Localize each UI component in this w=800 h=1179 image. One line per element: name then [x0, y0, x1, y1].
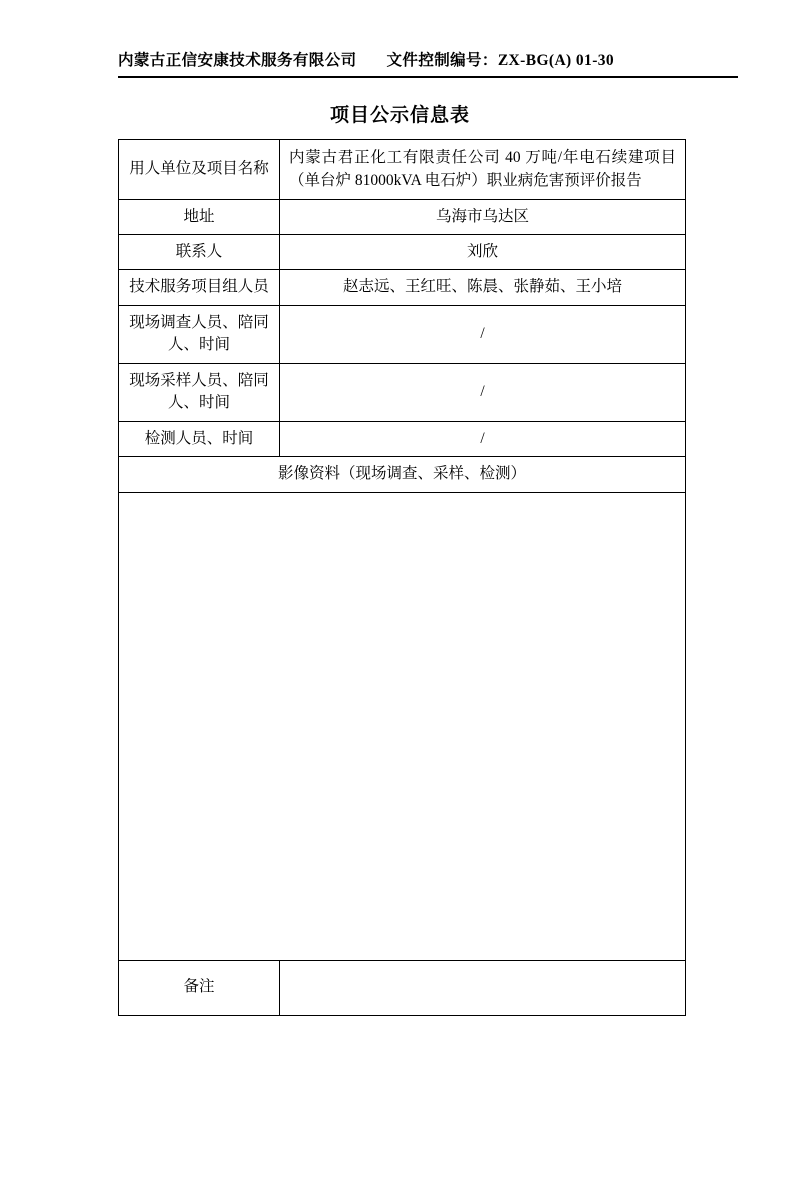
row-value-site-survey: /: [280, 305, 686, 363]
row-label-employer-project: 用人单位及项目名称: [119, 140, 280, 200]
table-row: [119, 140, 686, 200]
row-value-testing: /: [280, 421, 686, 456]
table-row: [119, 363, 686, 421]
table-row: [119, 199, 686, 234]
page-title: 项目公示信息表: [329, 105, 470, 126]
document-header: [118, 48, 738, 78]
row-label-site-sampling: 现场采样人员、陪同人、时间: [119, 363, 280, 421]
row-value-site-sampling: /: [280, 363, 686, 421]
row-label-testing: 检测人员、时间: [119, 421, 280, 456]
media-section-title: 影像资料（现场调查、采样、检测）: [119, 457, 686, 492]
row-label-remark: 备注: [119, 960, 280, 1015]
row-label-contact: 联系人: [119, 234, 280, 269]
document-page: [0, 48, 800, 1179]
row-value-address: 乌海市乌达区: [280, 199, 686, 234]
row-label-address: 地址: [119, 199, 280, 234]
row-label-team-members: 技术服务项目组人员: [119, 270, 280, 305]
row-value-contact: 刘欣: [280, 234, 686, 269]
row-value-employer-project: 内蒙古君正化工有限责任公司 40 万吨/年电石续建项目（单台炉 81000kVA 电石炉）职业病危害预评价报告: [280, 140, 686, 200]
company-name: 内蒙古正信安康技术服务有限公司: [118, 52, 357, 69]
table-row: [119, 305, 686, 363]
row-value-remark: [280, 960, 686, 1015]
info-table-wrapper: [118, 139, 686, 1016]
project-info-table: [118, 139, 686, 1016]
table-row-media-body: [119, 492, 686, 960]
table-row-media-title: [119, 457, 686, 492]
media-section-body: [119, 492, 686, 960]
table-row-remark: [119, 960, 686, 1015]
row-label-site-survey: 现场调查人员、陪同人、时间: [119, 305, 280, 363]
row-value-team-members: 赵志远、王红旺、陈晨、张静茹、王小培: [280, 270, 686, 305]
table-row: [119, 270, 686, 305]
table-row: [119, 234, 686, 269]
table-row: [119, 421, 686, 456]
document-control-number: 文件控制编号：ZX-BG(A) 01-30: [386, 52, 615, 69]
